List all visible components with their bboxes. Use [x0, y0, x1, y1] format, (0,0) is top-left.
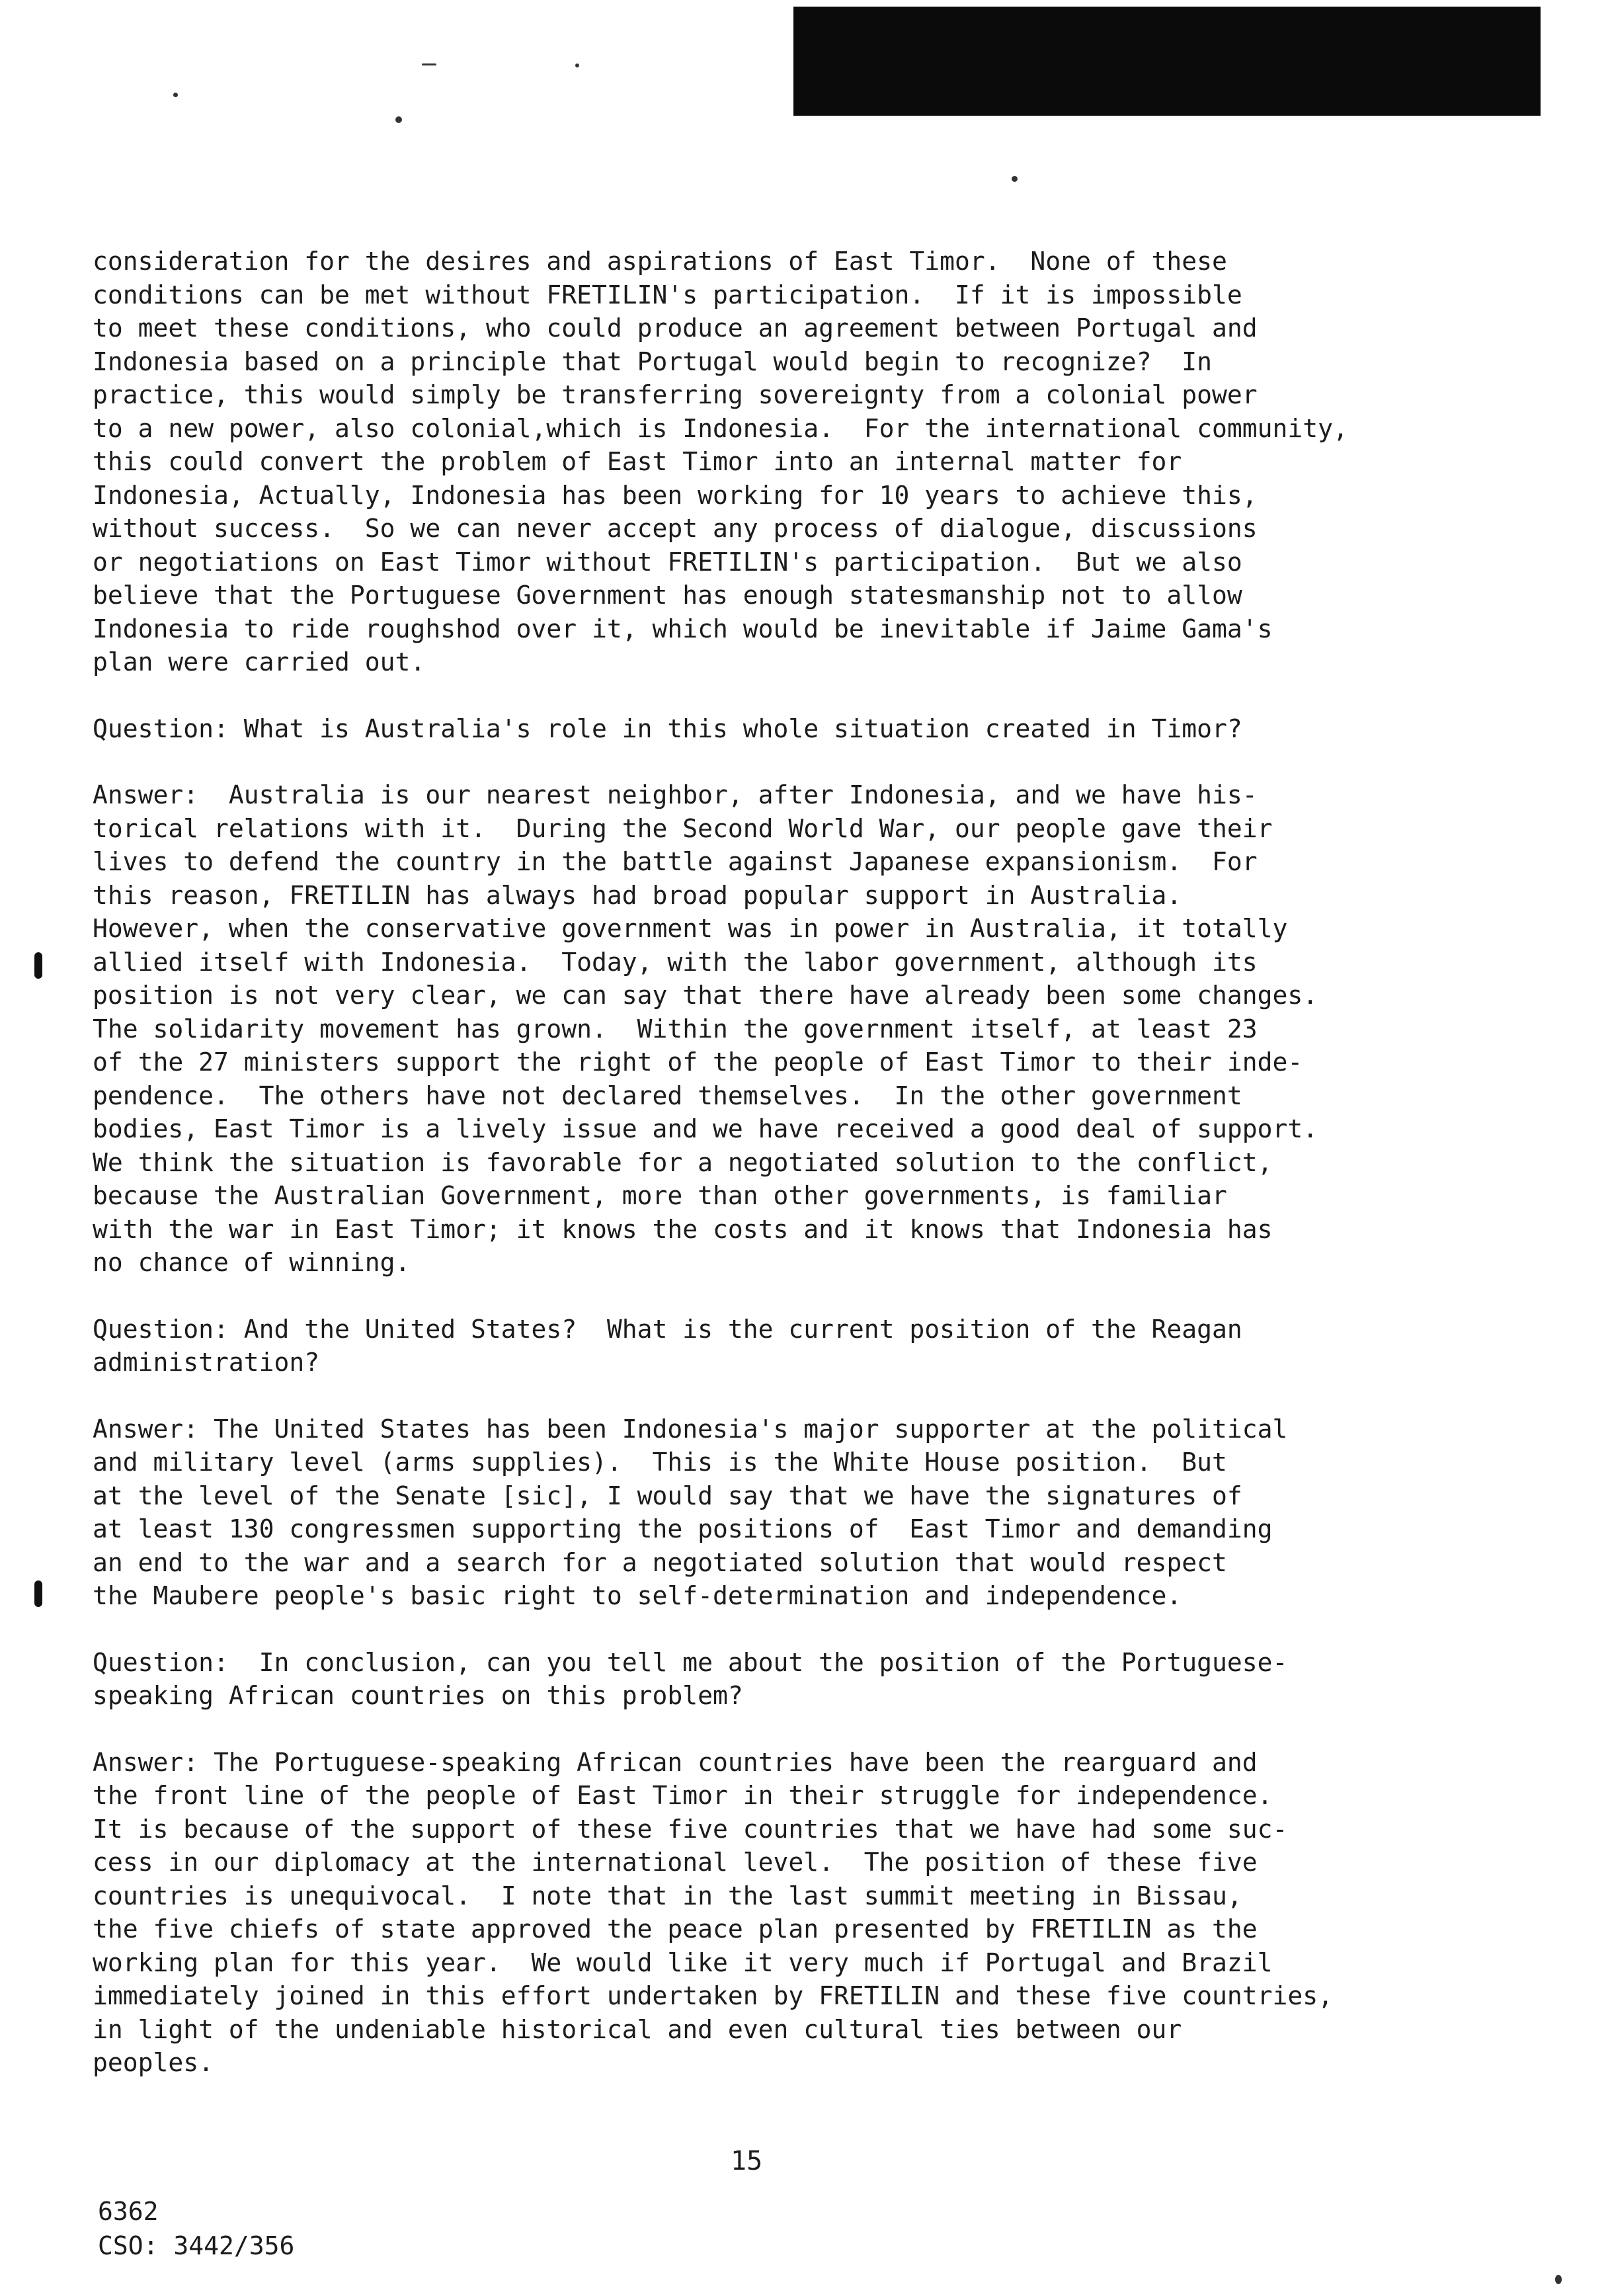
- question-australia: Question: What is Australia's role in this whole situation created in Timor?: [93, 714, 1242, 743]
- redaction-bar: [793, 7, 1541, 116]
- question-united-states: Question: And the United States? What is the current position of the Reagan administration?: [93, 1314, 1242, 1377]
- question-african-countries: Question: In conclusion, can you tell me about the position of the Portuguese- speaking African countries on this problem?: [93, 1647, 1288, 1710]
- scan-speck: [1555, 2275, 1562, 2284]
- scan-speck: [173, 93, 178, 97]
- scan-speck: [1012, 176, 1018, 182]
- scan-speck: [422, 63, 436, 65]
- paragraph-continuation: consideration for the desires and aspirations of East Timor. None of these conditions can be met without FRETILIN's participation. If it is impossible to meet these conditions, who could produce an agreement between Portugal and Indonesia based on a principle that Portugal would begin to recognize? In practice, this would simply be transferring sovereignty from a colonial power to a new power, also colonial,which is Indonesia. For the international community, this could convert the problem of East Timor into an internal matter for Indonesia, Actually, Indonesia has been working for 10 years to achieve this, without success. So we can never accept any process of dialogue, discussions or negotiations on East Timor without FRETILIN's participation. But we also believe that the Portuguese Government has enough statesmanship not to allow Indonesia to ride roughshod over it, which would be inevitable if Jaime Gama's plan were carried out.: [93, 247, 1348, 676]
- margin-bullet: [34, 1580, 42, 1607]
- answer-united-states: Answer: The United States has been Indonesia's major supporter at the political and military level (arms supplies). This is the White House position. But at the level of the Senate [sic], I would say that we have the signatures of at least 130 congressmen supporting the positions of East Timor and demanding an end to the war and a search for a negotiated solution that would respect the Maubere people's basic right to self-determination and independence.: [93, 1414, 1288, 1610]
- page-number: 15: [731, 2146, 763, 2176]
- footer: [98, 2194, 294, 2263]
- footer-cso: CSO: 3442/356: [98, 2231, 295, 2260]
- footer-code: 6362: [98, 2197, 159, 2226]
- answer-african-countries: Answer: The Portuguese-speaking African countries have been the rearguard and the front line of the people of East Timor in their struggle for independence. It is because of the support of these five countries that we have had some suc- cess in our diplomacy at the international level. The position of these five countries is unequivocal. I note that in the last summit meeting in Bissau, the five chiefs of state approved the peace plan presented by FRETILIN as the working plan for this year. We would like it very much if Portugal and Brazil immediately joined in this effort undertaken by FRETILIN and these five countries, in light of the undeniable historical and even cultural ties between our peoples.: [93, 1747, 1333, 2077]
- answer-australia: Answer: Australia is our nearest neighbor, after Indonesia, and we have his- torical relations with it. During the Second World War, our people gave their lives to defend the country in the battle against Japanese expansionism. For this reason, FRETILIN has always had broad popular support in Australia. However, when the conservative government was in power in Australia, it totally allied itself with Indonesia. Today, with the labor government, although its position is not very clear, we can say that there have already been some changes. The solidarity movement has grown. Within the government itself, at least 23 of the 27 ministers support the right of the people of East Timor to their inde- pendence. The others have not declared themselves. In the other government bodies, East Timor is a lively issue and we have received a good deal of support. We think the situation is favorable for a negotiated solution to the conflict, because the Australian Government, more than other governments, is familiar with the war in East Timor; it knows the costs and it knows that Indonesia has no chance of winning.: [93, 780, 1318, 1277]
- document-body: [93, 245, 1521, 2113]
- scan-speck: [575, 63, 579, 67]
- scan-speck: [395, 116, 402, 123]
- margin-bullet: [34, 952, 42, 979]
